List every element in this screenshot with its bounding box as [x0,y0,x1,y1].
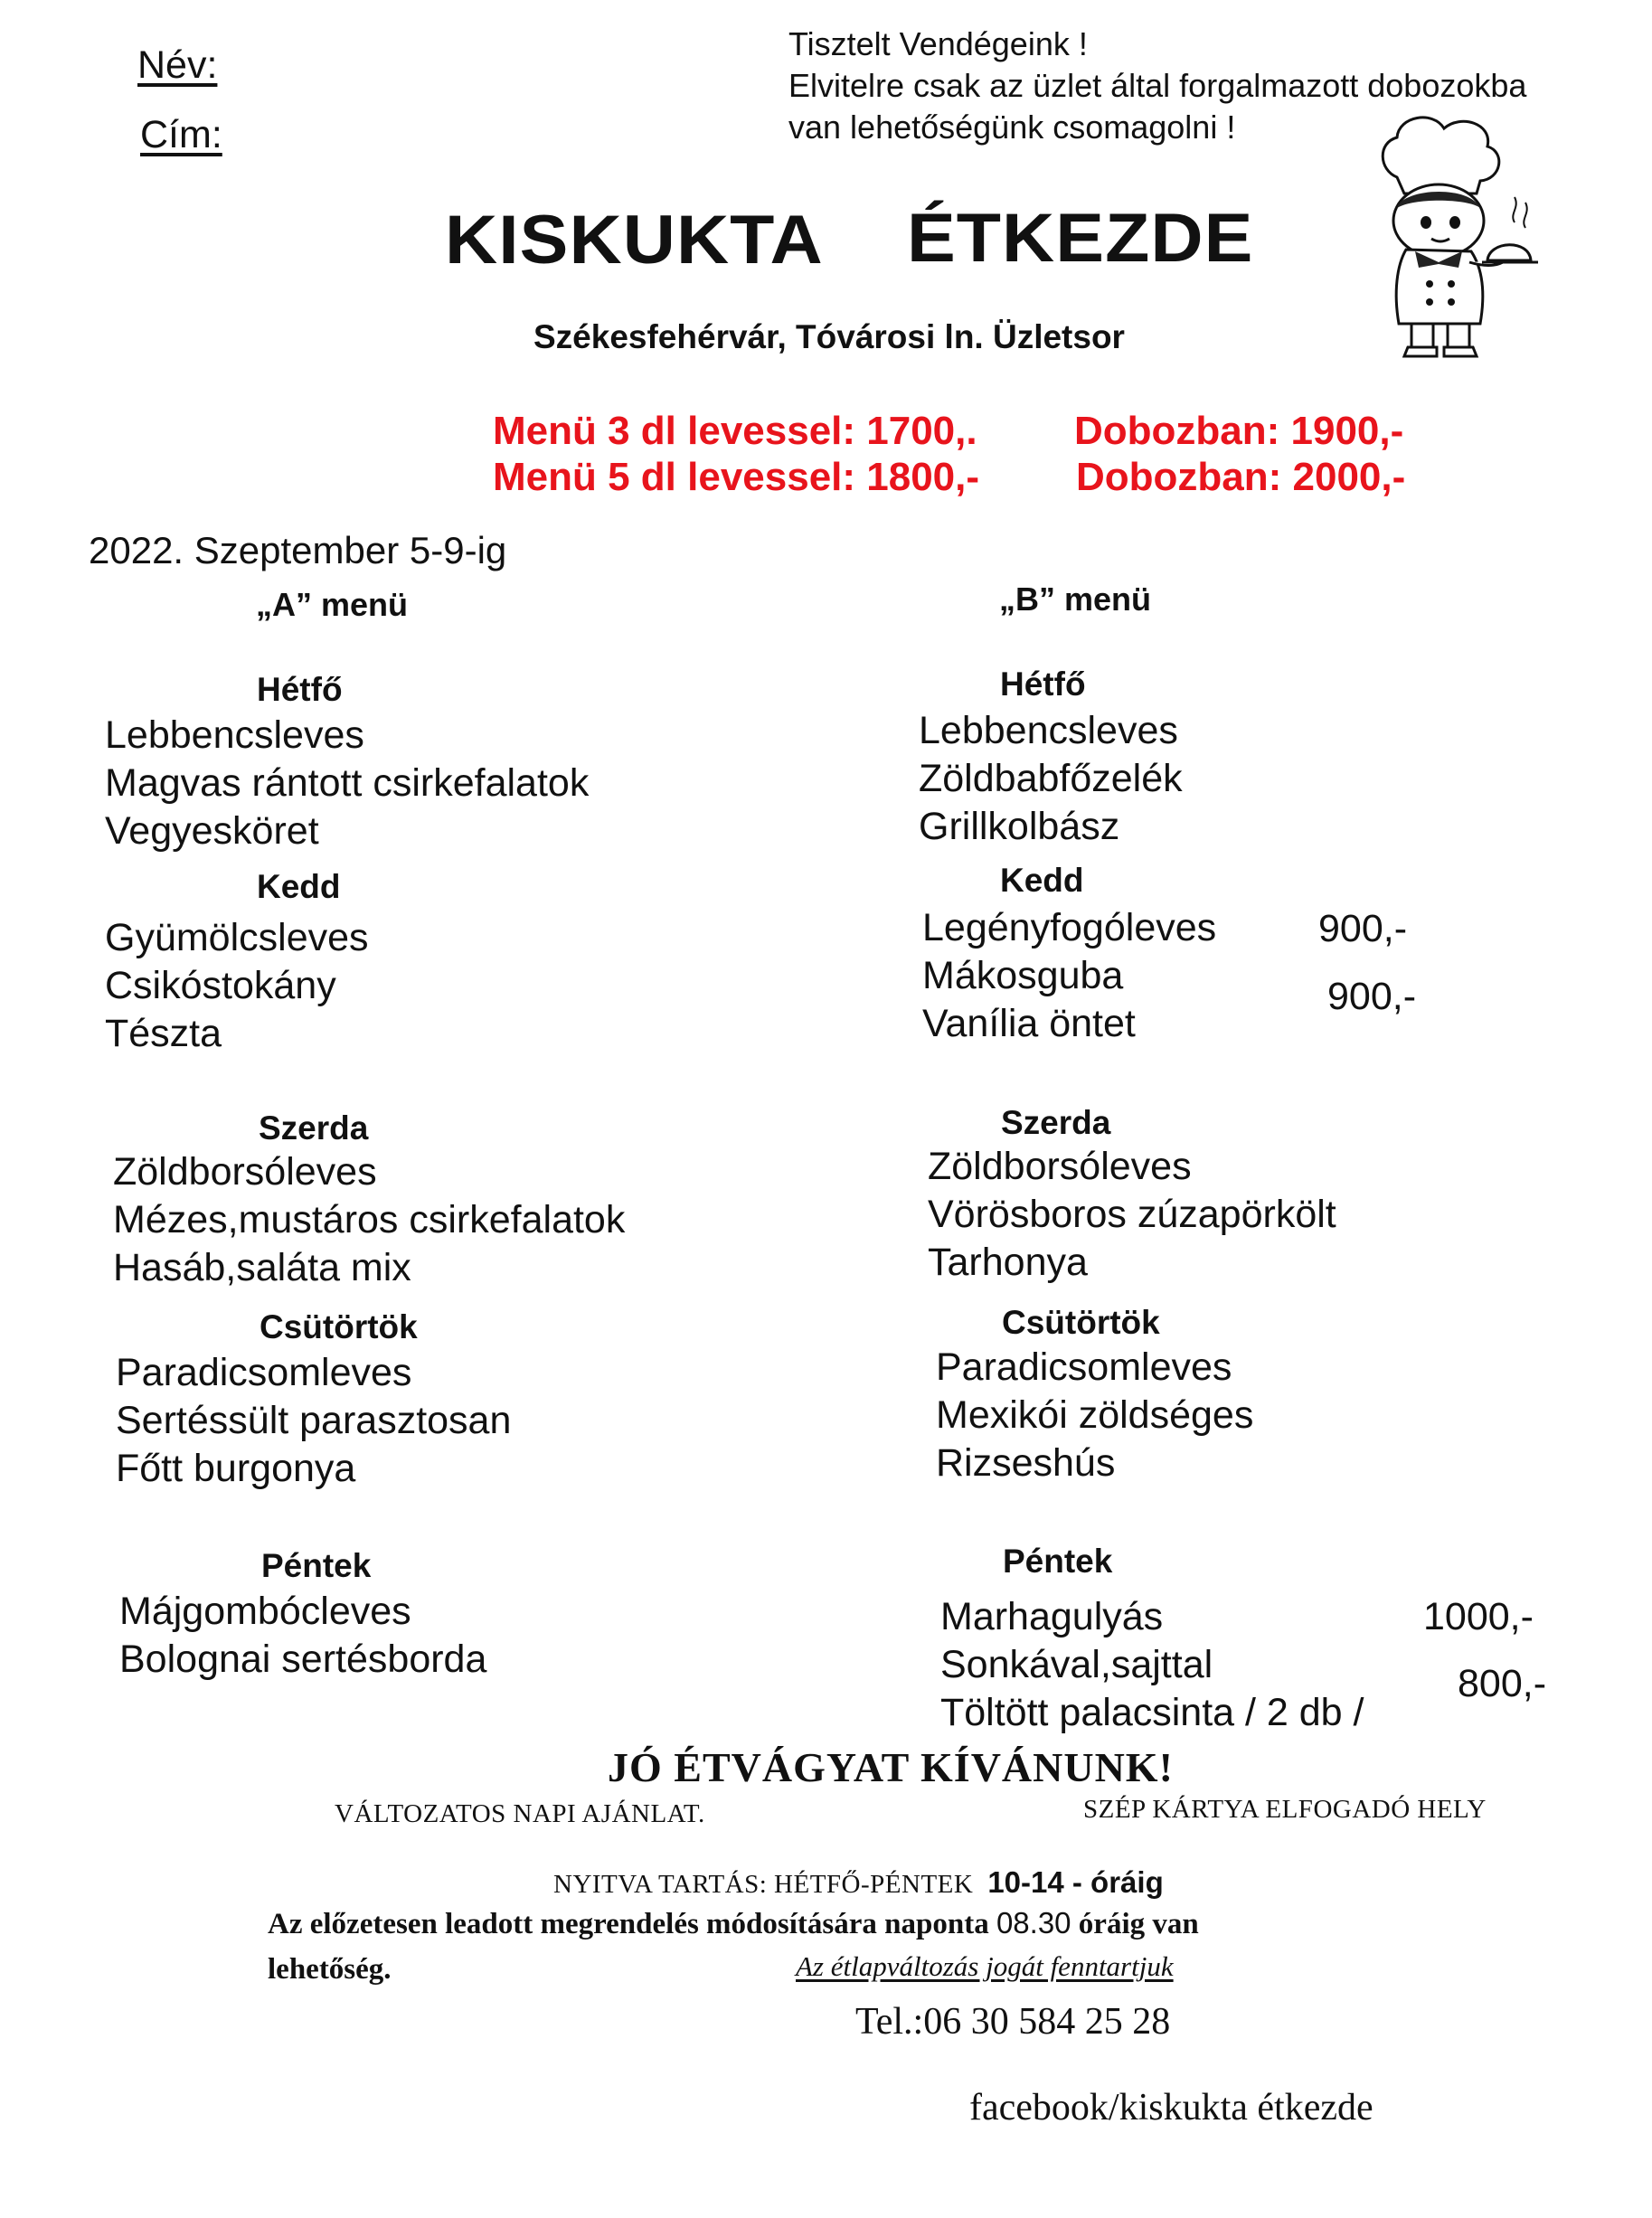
menu-a-day-heading: Péntek [261,1547,372,1584]
dish-item: Csikóstokány [105,964,336,1007]
menu-b-day-heading: Kedd [1000,862,1084,899]
dish-item: Marhagulyás [940,1595,1164,1638]
dish-price: 900,- [1318,907,1408,950]
menu-price-5dl: Menü 5 dl levessel: 1800,- [493,455,980,499]
dish-item: Legényfogóleves [922,906,1217,949]
dish-item: Mexikói zöldséges [936,1393,1254,1437]
dish-item: Mézes,mustáros csirkefalatok [113,1198,626,1241]
dish-item: Paradicsomleves [936,1345,1232,1389]
dish-price: 900,- [1327,975,1417,1018]
dish-item: Lebbencsleves [919,709,1178,752]
dish-item: Tarhonya [928,1241,1088,1284]
restaurant-name-part1: KISKUKTA [445,202,824,278]
menu-a-dish-list [113,1148,625,1292]
dish-item: Májgombócleves [119,1590,411,1633]
address-label: Cím: [140,113,222,156]
menu-a-day-heading: Csütörtök [260,1308,418,1345]
name-label: Név: [137,43,218,87]
menu-a-day-heading: Hétfő [257,671,343,708]
hours-value: 10-14 - óráig [987,1865,1164,1899]
menu-change-disclaimer: Az étlapváltozás jogát fenntartjuk [796,1950,1174,1982]
dish-item: Paradicsomleves [116,1351,412,1394]
menu-b-dish-list [940,1593,1364,1737]
notice-line: van lehetőségünk csomagolni ! [788,109,1236,146]
facebook-page: facebook/kiskukta étkezde [969,2087,1374,2128]
week-range: 2022. Szeptember 5-9-ig [89,529,507,571]
modify-line2 [268,1953,392,1987]
restaurant-address: Székesfehérvár, Tóvárosi ln. Üzletsor [533,318,1125,355]
dish-item: Főtt burgonya [116,1447,356,1490]
modify-text: Az előzetesen leadott megrendelés módosítására naponta [268,1908,989,1940]
dish-item: Grillkolbász [919,805,1120,848]
dish-item: Zöldbabfőzelék [919,757,1183,800]
dish-item: Sertéssült parasztosan [116,1399,512,1442]
menu-b-day-heading: Szerda [1001,1104,1111,1141]
chef-illustration [1361,107,1542,369]
menu-b-heading: „B” menü [999,580,1152,618]
menu-a-heading: „A” menü [256,586,409,623]
notice-line: Tisztelt Vendégeink ! [788,25,1088,62]
dish-item: Töltött palacsinta / 2 db / [940,1691,1364,1734]
menu-b-day-heading: Csütörtök [1002,1304,1160,1341]
modify-line2-text: lehetőség. [268,1953,392,1986]
dish-item: Magvas rántott csirkefalatok [105,761,590,805]
modification-notice [268,1906,1199,1941]
dish-item: Sonkával,sajttal [940,1643,1213,1686]
menu-a-day-heading: Szerda [259,1109,369,1147]
slogan: JÓ ÉTVÁGYAT KÍVÁNUNK! [608,1744,1174,1790]
box-price-5dl: Dobozban: 2000,- [1076,455,1406,499]
dish-item: Zöldborsóleves [928,1145,1192,1188]
menu-a-day-heading: Kedd [257,868,341,905]
dish-item: Mákosguba [922,954,1124,997]
dish-price: 1000,- [1423,1595,1534,1638]
menu-b-day-heading: Hétfő [1000,665,1086,703]
menu-price-3dl: Menü 3 dl levessel: 1700,. [493,409,977,453]
dish-item: Vegyesköret [105,809,319,853]
dish-item: Vanília öntet [922,1002,1136,1045]
szep-card-notice: SZÉP KÁRTYA ELFOGADÓ HELY [1083,1795,1487,1824]
modify-end: óráig van [1078,1908,1199,1940]
dish-item: Hasáb,saláta mix [113,1246,411,1289]
menu-a-dish-list [105,712,589,855]
menu-b-day-heading: Péntek [1003,1543,1113,1580]
dish-item: Rizseshús [936,1441,1116,1485]
box-price-3dl: Dobozban: 1900,- [1074,409,1404,453]
phone-number: Tel.:06 30 584 25 28 [855,2001,1171,2043]
modify-time: 08.30 [996,1906,1071,1940]
dish-item: Lebbencsleves [105,713,364,757]
daily-offer: VÁLTOZATOS NAPI AJÁNLAT. [335,1799,705,1828]
dish-item: Tészta [105,1012,222,1055]
dish-item: Gyümölcsleves [105,916,369,959]
menu-b-dish-list [928,1143,1336,1287]
menu-b-dish-list [936,1344,1253,1487]
hours-label: NYITVA TARTÁS: HÉTFŐ-PÉNTEK [553,1870,974,1899]
notice-line: Elvitelre csak az üzlet által forgalmazott dobozokba [788,67,1527,104]
dish-item: Zöldborsóleves [113,1150,377,1194]
menu-b-dish-list [919,707,1183,851]
menu-a-dish-list [119,1588,486,1684]
menu-a-dish-list [105,914,369,1058]
menu-a-dish-list [116,1349,511,1493]
opening-hours [553,1865,1164,1900]
dish-price: 800,- [1458,1662,1547,1705]
menu-b-dish-list [922,904,1216,1048]
dish-item: Vörösboros zúzapörkölt [928,1193,1336,1236]
dish-item: Bolognai sertésborda [119,1638,487,1681]
restaurant-name-part2: ÉTKEZDE [907,200,1254,277]
